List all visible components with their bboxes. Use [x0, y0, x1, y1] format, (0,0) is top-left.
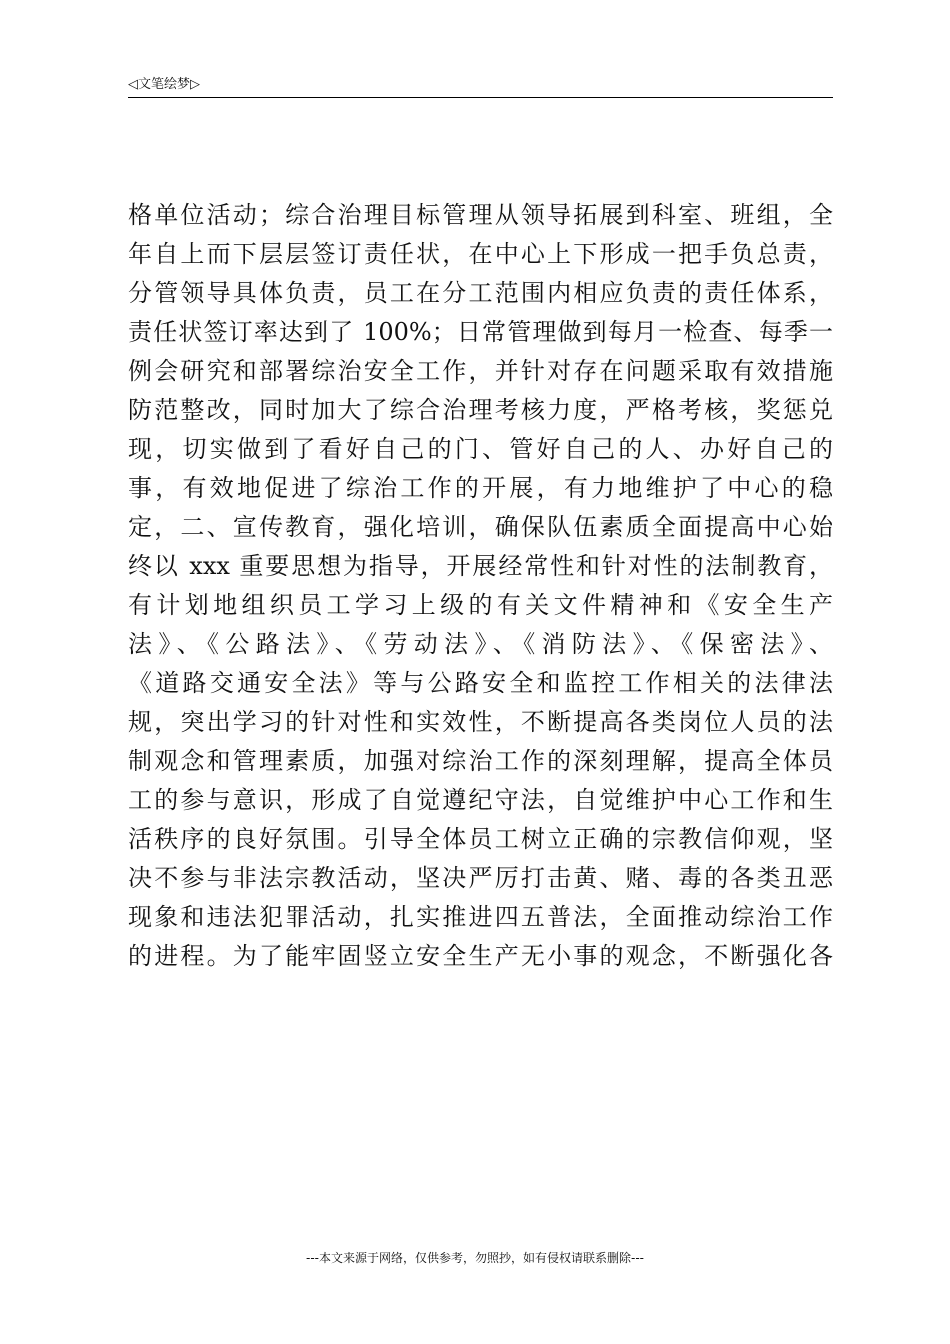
body-line: 分管领导具体负责，员工在分工范围内相应负责的责任体系，	[128, 279, 833, 307]
header-divider	[128, 97, 833, 98]
body-line: 格单位活动；综合治理目标管理从领导拓展到科室、班组，全	[128, 201, 833, 229]
body-line: 工的参与意识，形成了自觉遵纪守法，自觉维护中心工作和生	[128, 786, 833, 814]
body-line: 定，二、宣传教育，强化培训，确保队伍素质全面提高中心始	[128, 513, 833, 541]
body-line: 决不参与非法宗教活动，坚决严厉打击黄、赌、毒的各类丑恶	[128, 864, 833, 892]
body-line: 《道路交通安全法》等与公路安全和监控工作相关的法律法	[128, 669, 833, 697]
body-line: 现象和违法犯罪活动，扎实推进四五普法，全面推动综治工作	[128, 903, 833, 931]
body-line: 例会研究和部署综治安全工作，并针对存在问题采取有效措施	[128, 357, 833, 385]
body-line: 责任状签订率达到了 100%；日常管理做到每月一检查、每季一	[128, 318, 833, 346]
body-line: 法》、《公路法》、《劳动法》、《消防法》、《保密法》、	[128, 630, 833, 658]
body-line: 活秩序的良好氛围。引导全体员工树立正确的宗教信仰观，坚	[128, 825, 833, 853]
page-footer: ---本文来源于网络，仅供参考，勿照抄，如有侵权请联系删除---	[306, 1251, 644, 1265]
body-line: 现，切实做到了看好自己的门、管好自己的人、办好自己的	[128, 435, 833, 463]
header-label: ◁文笔绘梦▷	[128, 77, 200, 92]
body-line: 事，有效地促进了综治工作的开展，有力地维护了中心的稳	[128, 474, 833, 502]
body-line: 防范整改，同时加大了综合治理考核力度，严格考核，奖惩兑	[128, 396, 833, 424]
body-line: 规，突出学习的针对性和实效性，不断提高各类岗位人员的法	[128, 708, 833, 736]
document-body	[128, 196, 833, 976]
page-header	[128, 76, 832, 98]
body-line: 的进程。为了能牢固竖立安全生产无小事的观念，不断强化各	[128, 942, 833, 970]
body-line: 年自上而下层层签订责任状，在中心上下形成一把手负总责，	[128, 240, 833, 268]
body-line: 终以 xxx 重要思想为指导，开展经常性和针对性的法制教育，	[128, 552, 833, 580]
body-line: 有计划地组织员工学习上级的有关文件精神和《安全生产	[128, 591, 833, 619]
body-line: 制观念和管理素质，加强对综治工作的深刻理解，提高全体员	[128, 747, 833, 775]
